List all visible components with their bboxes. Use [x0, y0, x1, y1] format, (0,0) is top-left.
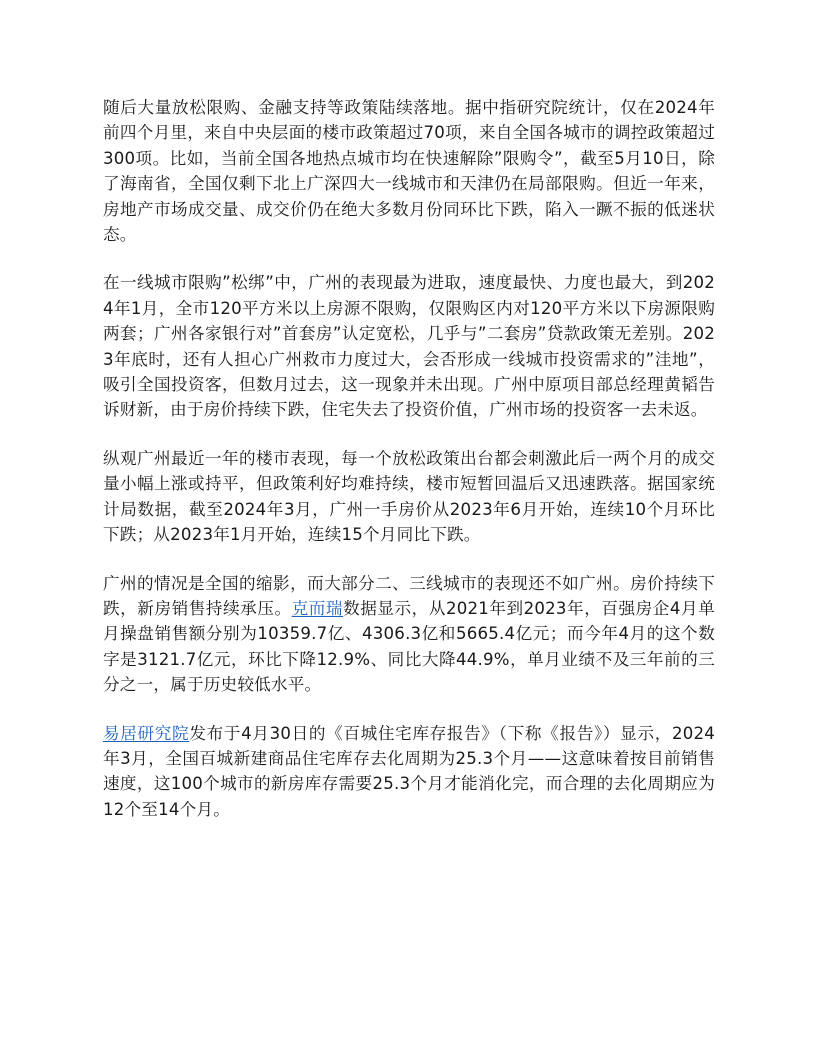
link-yiju-research[interactable]: 易居研究院	[103, 723, 190, 743]
link-kerui[interactable]: 克而瑞	[291, 598, 344, 618]
paragraph-text: 在一线城市限购”松绑”中，广州的表现最为进取，速度最快、力度也最大，到2024年1月，全市120平方米以上房源不限购，仅限购区内对120平方米以下房源限购两套；广州各家银行对”首套房”认定宽松，几乎与”二套房”贷款政策无差别。2023年底时，还有人担心广州救市力度过大，会否形成一线城市投资需求的”洼地”，吸引全国投资客，但数月过去，这一现象并未出现。广州中原项目部总经理黄韬告诉财新，由于房价持续下跌，住宅失去了投资价值，广州市场的投资客一去未返。	[103, 273, 715, 420]
paragraph-text: 纵观广州最近一年的楼市表现，每一个放松政策出台都会刺激此后一两个月的成交量小幅上涨或持平，但政策利好均难持续，楼市短暂回温后又迅速跌落。据国家统计局数据，截至2024年3月，广州一手房价从2023年6月开始，连续10个月环比下跌；从2023年1月开始，连续15个月同比下跌。	[103, 448, 715, 545]
paragraph-5	[103, 721, 715, 823]
paragraph-text: 广州的情况是全国的缩影，而大部分二、三线城市的表现还不如广州。房价持续下跌，新房销售持续承压。	[103, 573, 715, 618]
article-body	[103, 95, 715, 845]
paragraph-text: 发布于4月30日的《百城住宅库存报告》（下称《报告》）显示，2024年3月，全国百城新建商品住宅库存去化周期为25.3个月——这意味着按目前销售速度，这100个城市的新房库存需要25.3个月才能消化完，而合理的去化周期应为12个至14个月。	[103, 723, 715, 819]
paragraph-1	[103, 95, 715, 247]
paragraph-2	[103, 270, 715, 422]
paragraph-4	[103, 571, 715, 698]
paragraph-text: 随后大量放松限购、金融支持等政策陆续落地。据中指研究院统计，仅在2024年前四个月里，来自中央层面的楼市政策超过70项，来自全国各城市的调控政策超过300项。比如，当前全国各地热点城市均在快速解除”限购令”，截至5月10日，除了海南省，全国仅剩下北上广深四大一线城市和天津仍在局部限购。但近一年来，房地产市场成交量、成交价仍在绝大多数月份同环比下跌，陷入一蹶不振的低迷状态。	[103, 98, 715, 245]
paragraph-text: 数据显示，从2021年到2023年，百强房企4月单月操盘销售额分别为10359.7亿、4306.3亿和5665.4亿元；而今年4月的这个数字是3121.7亿元，环比下降12.9%、同比大降44.9%，单月业绩不及三年前的三分之一，属于历史较低水平。	[103, 598, 715, 695]
paragraph-3	[103, 446, 715, 548]
